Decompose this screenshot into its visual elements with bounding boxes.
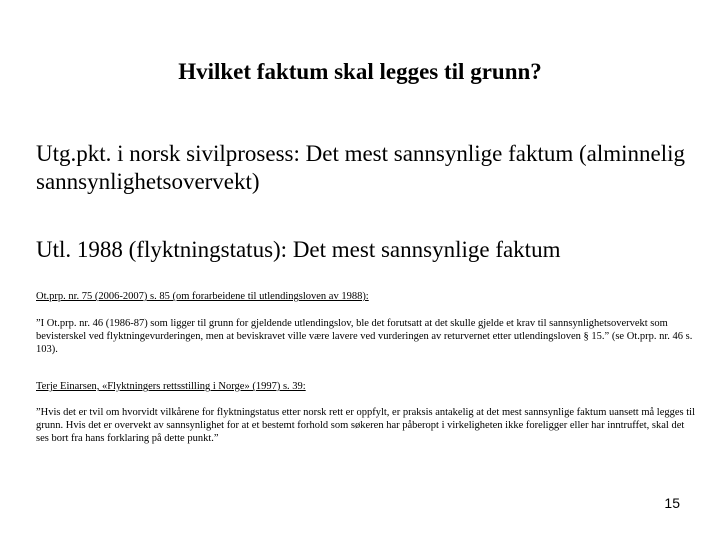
source-1-quote: ”I Ot.prp. nr. 46 (1986-87) som ligger til grunn for gjeldende utlendingslov, ble det forutsatt at det skulle gjelde et krav til sannsynlighetsovervekt som bevisterskel ved flyktningevurderingen, men at beviskravet ville være lavere ved vurderingen av returvernet etter utlendingsloven § 15.” (se Ot.prp. nr. 46 s. 103). [36,318,693,355]
source-2-quote: ”Hvis det er tvil om hvorvidt vilkårene for flyktningstatus etter norsk rett er oppfylt, er praksis antakelig at det mest sannsynlige faktum uansett må legges til grunn. Hvis det er overvekt av sannsynlighet for at et bestemt forhold som søkeren har påberopt i virkeligheten ikke foreligger eller har inntruffet, skal det ses bort fra hans forklaring på dette punkt.” [36,407,696,444]
bullet-point-2: Utl. 1988 (flyktningstatus): Det mest sannsynlige faktum [36,237,561,262]
slide-title: Hvilket faktum skal legges til grunn? [178,59,542,84]
source-1-heading: Ot.prp. nr. 75 (2006-2007) s. 85 (om forarbeidene til utlendingsloven av 1988): [36,291,369,302]
source-2-heading: Terje Einarsen, «Flyktningers rettsstilling i Norge» (1997) s. 39: [36,381,306,392]
bullet-point-1: Utg.pkt. i norsk sivilprosess: Det mest sannsynlige faktum (alminnelig sannsynlighetsovervekt) [36,141,686,194]
page-number: 15 [664,495,680,511]
